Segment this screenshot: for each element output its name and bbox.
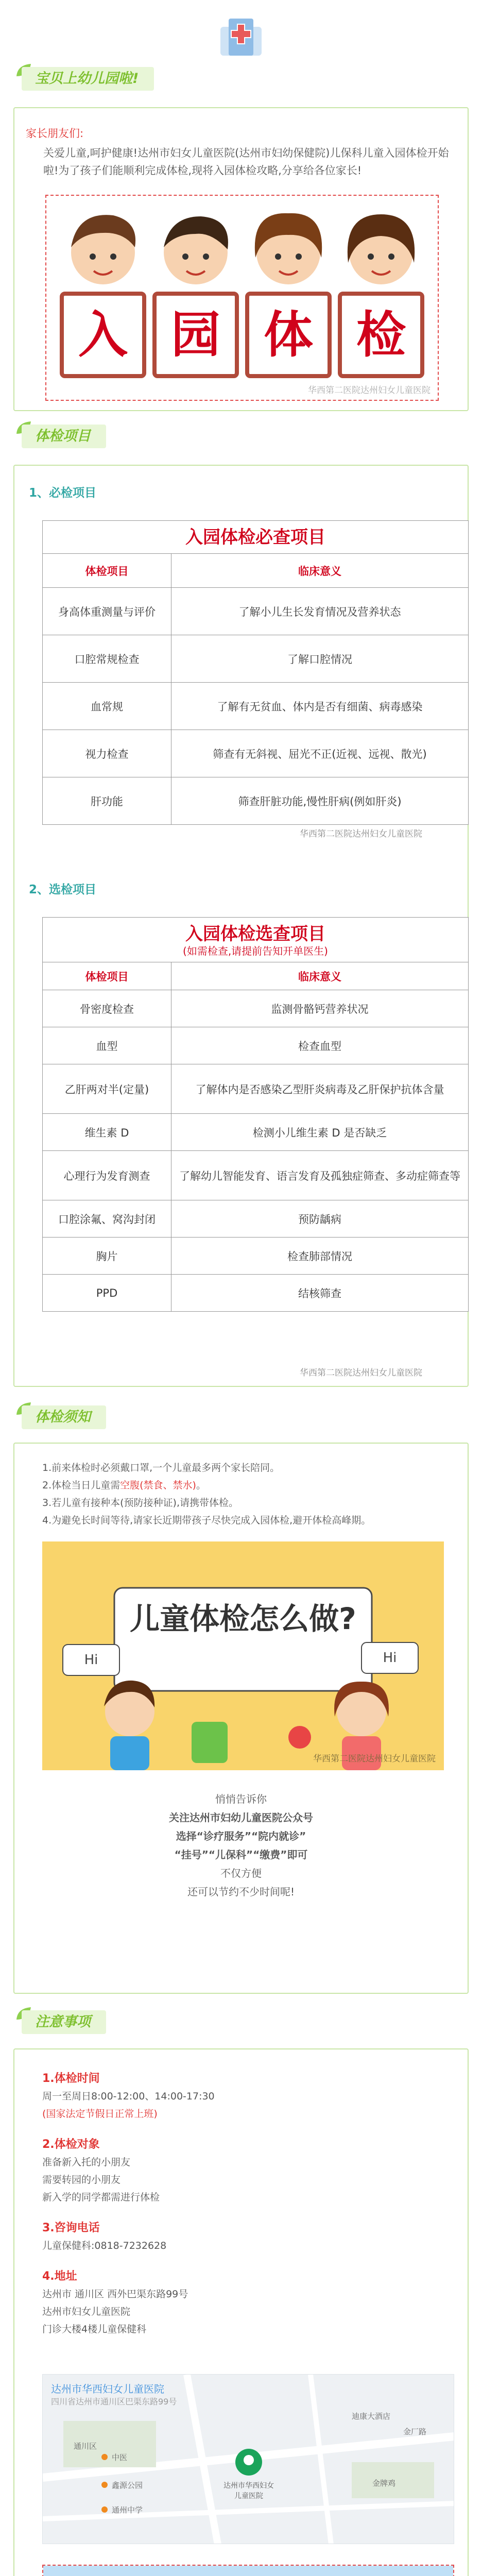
map-label: 金牌鸡 bbox=[372, 2479, 396, 2488]
table-cell: 口腔涂氟、窝沟封闭 bbox=[43, 1200, 171, 1238]
table-row bbox=[43, 588, 469, 635]
table-cell: 结核筛查 bbox=[171, 1275, 469, 1312]
notice-list bbox=[42, 1459, 454, 1529]
section-header-welcome bbox=[13, 61, 469, 98]
table-cell: 了解体内是否感染乙型肝炎病毒及乙肝保护抗体含量 bbox=[171, 1064, 469, 1114]
table-cell: 检查血型 bbox=[171, 1027, 469, 1064]
table-header: 体检项目 bbox=[43, 554, 171, 588]
list-item: 1.前来体检时必须戴口罩,一个儿童最多两个家长陪同。 bbox=[42, 1462, 280, 1473]
optional-table-note: (如需检查,请提前告知开单医生) bbox=[42, 943, 469, 962]
follow-line: 不仅方便 bbox=[220, 1867, 262, 1879]
notice-card bbox=[13, 1443, 469, 1994]
table-cell: 骨密度检查 bbox=[43, 990, 171, 1027]
address-title: 4.地址 bbox=[42, 2270, 77, 2283]
map-pin-label: 达州市华西妇女儿童医院 bbox=[223, 2482, 274, 2500]
table-cell: 筛查肝脏功能,慢性肝病(例如肝炎) bbox=[171, 777, 469, 825]
table-row bbox=[43, 990, 469, 1027]
table-cell: 视力检查 bbox=[43, 730, 171, 777]
table-row bbox=[43, 730, 469, 777]
section-title: 注意事项 bbox=[22, 2010, 106, 2034]
table-row bbox=[43, 777, 469, 825]
attention-card bbox=[13, 2048, 469, 2576]
watermark: 华西第二医院达州妇女儿童医院 bbox=[313, 1754, 436, 1764]
table-header: 临床意义 bbox=[171, 554, 469, 588]
table-cell: 了解有无贫血、体内是否有细菌、病毒感染 bbox=[171, 683, 469, 730]
table-cell: 监测骨骼钙营养状况 bbox=[171, 990, 469, 1027]
table-cell: 口腔常规检查 bbox=[43, 635, 171, 683]
banner-char: 园 bbox=[171, 306, 220, 364]
table-row bbox=[43, 635, 469, 683]
table-row bbox=[43, 1114, 469, 1151]
list-item: 2.体检当日儿童需空腹(禁食、禁水)。 bbox=[42, 1480, 206, 1491]
table-header: 临床意义 bbox=[171, 962, 469, 990]
time-line: 周一至周日8:00-12:00、14:00-17:30 bbox=[42, 2091, 215, 2102]
table-row bbox=[43, 1027, 469, 1064]
table-cell: 检测小儿维生素 D 是否缺乏 bbox=[171, 1114, 469, 1151]
map-label: 迪康大酒店 bbox=[352, 2412, 391, 2421]
table-cell: 肝功能 bbox=[43, 777, 171, 825]
banner-char: 体 bbox=[264, 306, 313, 364]
table-cell: 乙肝两对半(定量) bbox=[43, 1064, 171, 1114]
attention-info bbox=[42, 2070, 454, 2338]
table-cell: 了解幼儿智能发育、语言发育及孤独症筛查、多动症筛查等 bbox=[171, 1151, 469, 1200]
time-title: 1.体检时间 bbox=[42, 2072, 100, 2085]
banner-illustration bbox=[45, 195, 439, 401]
checkup-illustration bbox=[42, 1541, 444, 1770]
watermark: 华西第二医院达州妇女儿童医院 bbox=[300, 1368, 422, 1378]
address-line: 达州市 通川区 西外巴渠东路99号 bbox=[42, 2289, 188, 2300]
section-title: 宝贝上幼儿园啦! bbox=[22, 67, 154, 91]
table-cell: 了解口腔情况 bbox=[171, 635, 469, 683]
hospital-building-illustration bbox=[43, 2566, 454, 2576]
table-cell: 筛查有无斜视、屈光不正(近视、远视、散光) bbox=[171, 730, 469, 777]
items-card bbox=[13, 465, 469, 1387]
section-title: 体检须知 bbox=[22, 1405, 106, 1429]
address-line: 门诊大楼4楼儿童保健科 bbox=[42, 2324, 147, 2335]
address-line: 达州市妇女儿童医院 bbox=[42, 2306, 131, 2317]
table-cell: 血常规 bbox=[43, 683, 171, 730]
illustration-title: 儿童体检怎么做? bbox=[130, 1601, 356, 1636]
table-cell: 维生素 D bbox=[43, 1114, 171, 1151]
speech-bubble-right: Hi bbox=[383, 1650, 397, 1666]
table-row bbox=[43, 1200, 469, 1238]
table-cell: 心理行为发育测查 bbox=[43, 1151, 171, 1200]
section-header-items bbox=[13, 418, 469, 455]
optional-table-title: 入园体检选查项目 bbox=[42, 917, 469, 950]
banner-char: 检 bbox=[356, 306, 406, 364]
intro-card bbox=[13, 107, 469, 411]
hospital-photo bbox=[42, 2565, 454, 2576]
hospital-cross-icon bbox=[217, 11, 265, 59]
table-row bbox=[43, 683, 469, 730]
map-label: 金厂路 bbox=[403, 2427, 427, 2436]
follow-line: “挂号”“儿保科”“缴费”即可 bbox=[174, 1849, 308, 1861]
table-row bbox=[43, 1064, 469, 1114]
section-header-attention bbox=[13, 2004, 469, 2041]
map-label: 鑫源公园 bbox=[112, 2481, 143, 2490]
phone-line[interactable]: 儿童保健科:0818-7232628 bbox=[42, 2240, 167, 2251]
section-title: 体检项目 bbox=[22, 425, 106, 448]
follow-line: 悄悄告诉你 bbox=[215, 1793, 267, 1805]
map-label: 中医 bbox=[112, 2453, 128, 2462]
table-cell: 血型 bbox=[43, 1027, 171, 1064]
table-cell: 身高体重测量与评价 bbox=[43, 588, 171, 635]
optional-subtitle: 2、选检项目 bbox=[29, 883, 97, 896]
table-cell: 胸片 bbox=[43, 1238, 171, 1275]
map-subtitle: 四川省达州市通川区巴渠东路99号 bbox=[51, 2397, 177, 2406]
table-row bbox=[43, 1151, 469, 1200]
required-table-title: 入园体检必查项目 bbox=[42, 520, 469, 553]
location-map[interactable] bbox=[42, 2374, 454, 2544]
required-subtitle: 1、必检项目 bbox=[29, 486, 97, 500]
table-header: 体检项目 bbox=[43, 962, 171, 990]
table-cell: 检查肺部情况 bbox=[171, 1238, 469, 1275]
optional-table bbox=[42, 917, 469, 1312]
table-cell: PPD bbox=[43, 1275, 171, 1312]
target-line: 准备新入托的小朋友 bbox=[42, 2157, 131, 2168]
table-cell: 预防龋病 bbox=[171, 1200, 469, 1238]
watermark: 华西第二医院达州妇女儿童医院 bbox=[308, 385, 431, 396]
list-item: 3.若儿童有接种本(预防接种证),请携带体检。 bbox=[42, 1497, 238, 1509]
required-table bbox=[42, 520, 469, 825]
target-line: 需要转园的小朋友 bbox=[42, 2174, 121, 2185]
table-cell: 了解小儿生长发育情况及营养状态 bbox=[171, 588, 469, 635]
speech-bubble-left: Hi bbox=[84, 1652, 98, 1668]
phone-title: 3.咨询电话 bbox=[42, 2222, 100, 2234]
greeting: 家长朋友们: bbox=[26, 127, 84, 140]
watermark: 华西第二医院达州妇女儿童医院 bbox=[300, 829, 422, 839]
intro-body: 关爱儿童,呵护健康!达州市妇女儿童医院(达州市妇幼保健院)儿保科儿童入园体检开始啦!为了孩子们能顺利完成体检,现将入园体检攻略,分享给各位家长! bbox=[43, 147, 449, 177]
map-label: 通州中学 bbox=[112, 2505, 143, 2515]
time-line: (国家法定节假日正常上班) bbox=[42, 2108, 158, 2120]
follow-line: 关注达州市妇幼儿童医院公众号 bbox=[169, 1811, 313, 1824]
section-header-notice bbox=[13, 1399, 469, 1436]
follow-line: 还可以节约不少时间呢! bbox=[187, 1886, 295, 1898]
table-row bbox=[43, 1238, 469, 1275]
follow-line: 选择“诊疗服务”“院内就诊” bbox=[176, 1830, 306, 1842]
list-item: 4.为避免长时间等待,请家长近期带孩子尽快完成入园体检,避开体检高峰期。 bbox=[42, 1515, 371, 1526]
banner-char: 入 bbox=[78, 306, 128, 364]
target-title: 2.体检对象 bbox=[42, 2138, 100, 2151]
map-label: 通川区 bbox=[74, 2442, 97, 2451]
table-row bbox=[43, 1275, 469, 1312]
map-title: 达州市华西妇女儿童医院 bbox=[51, 2383, 164, 2395]
follow-tip bbox=[14, 1790, 468, 1901]
target-line: 新入学的同学都需进行体检 bbox=[42, 2192, 160, 2203]
